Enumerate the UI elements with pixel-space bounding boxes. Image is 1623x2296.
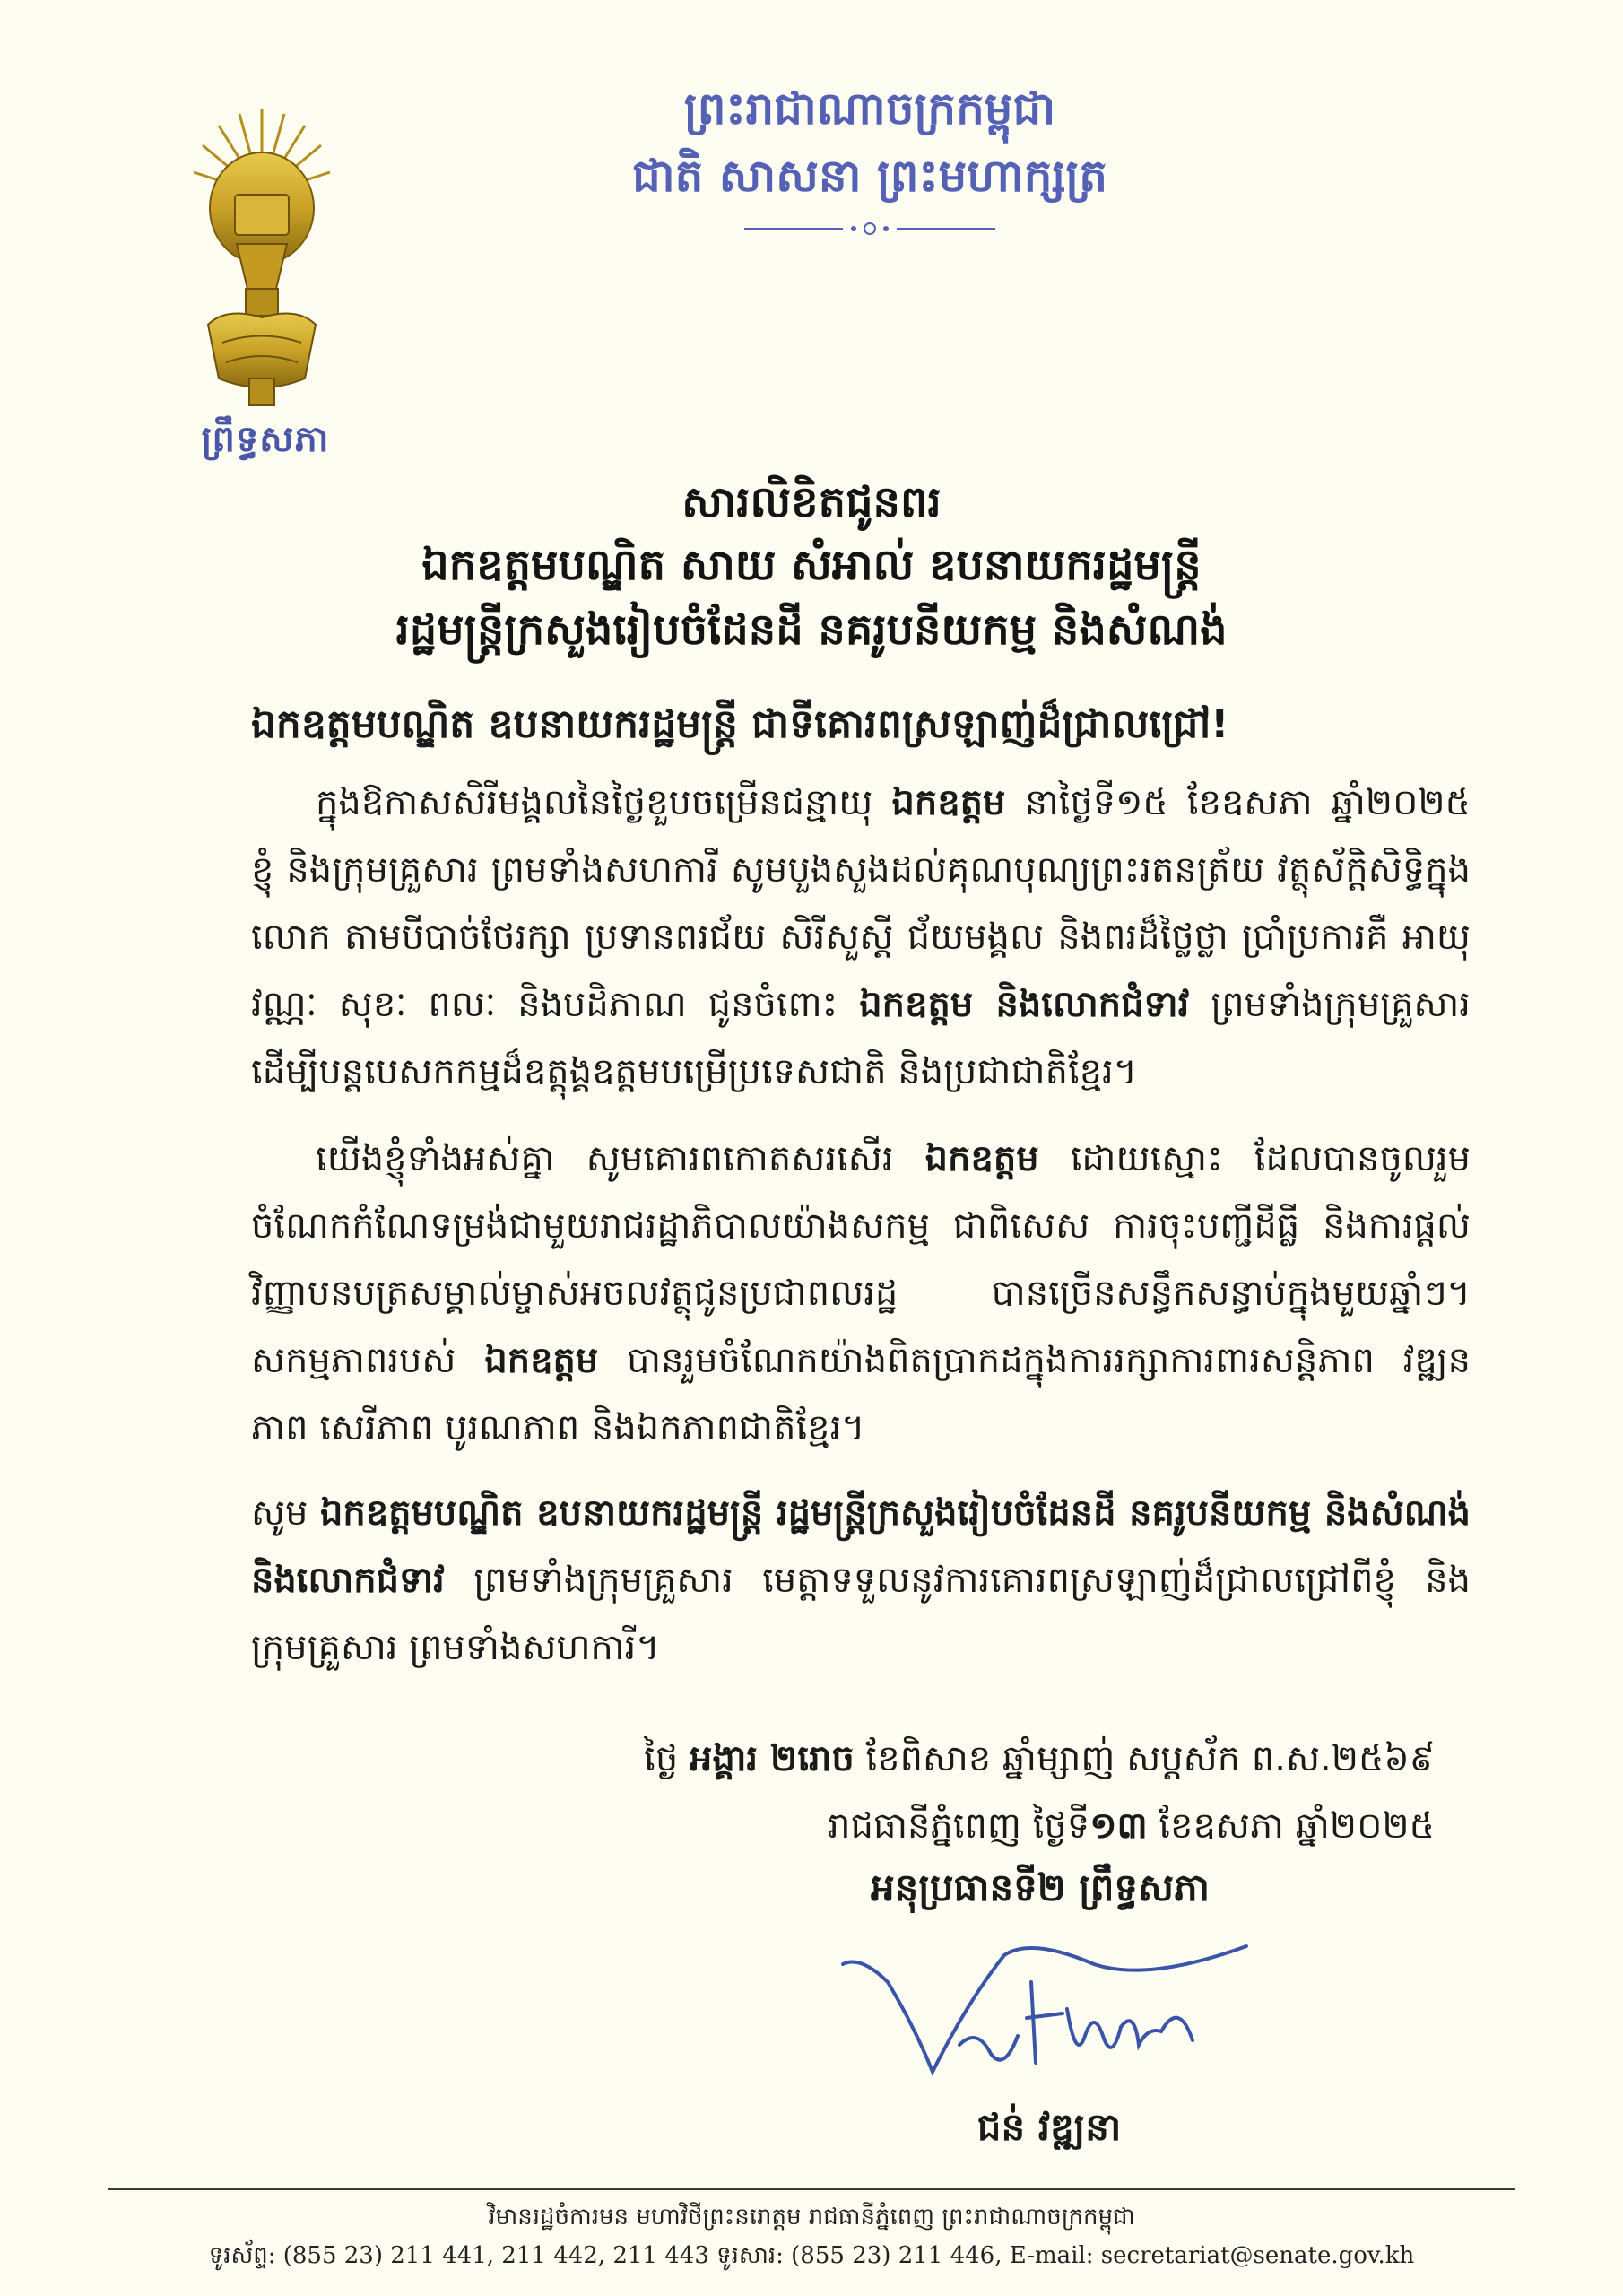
letter-title: សារលិខិតជូនពរ	[681, 477, 942, 527]
text-run-bold: ឯកឧត្តមបណ្ឌិត ឧបនាយករដ្ឋមន្ត្រី រដ្ឋមន្ត្រីក្រសួងរៀបចំដែនដី នគរូបនីយកម្ម និងសំណង់ និងលោកជំទាវ	[251, 1492, 1471, 1601]
salutation: ឯកឧត្តមបណ្ឌិត ឧបនាយករដ្ឋមន្ត្រី ជាទីគោរពស្រឡាញ់ដ៏ជ្រាលជ្រៅ!	[251, 701, 1229, 747]
national-motto-kingdom: ព្រះរាជាណាចក្រកម្ពុជា	[683, 82, 1056, 135]
text-run: សូម	[251, 1492, 320, 1534]
text-run: យើងខ្ញុំទាំងអស់គ្នា សូមគោរពកោតសរសើរ	[316, 1138, 925, 1179]
signer-name: ជន់ វឌ្ឍនា	[976, 2105, 1122, 2149]
footer-address: វិមានរដ្ឋចំការមន មហាវិថីព្រះនរោត្តម រាជធានីភ្នំពេញ ព្រះរាជាណាចក្រកម្ពុជា	[488, 2204, 1135, 2231]
text-run: បានរួមចំណែកយ៉ាងពិតប្រាកដក្នុងការរក្សាការពារសន្តិភាព វឌ្ឍនភាព សេរីភាព បូរណភាព និងឯកភាពជាតិខ្មែរ។	[251, 1340, 1471, 1448]
text-run-bold: ឯកឧត្តម	[891, 782, 1006, 823]
footer-contact: ទូរស័ព្ទ: (855 23) 211 441, 211 442, 211 443 ទូរសារ: (855 23) 211 446, E-mail: secretariat@senate.gov.kh	[208, 2242, 1415, 2269]
text-run: ថ្ងៃ	[644, 1738, 690, 1779]
text-run: ខែពិសាខ ឆ្នាំម្សាញ់ សប្តស័ក ព.ស.២៥៦៩	[854, 1738, 1435, 1779]
text-run: រាជធានីភ្នំពេញ ថ្ងៃទី	[828, 1805, 1090, 1847]
recipient-ministry-line: រដ្ឋមន្ត្រីក្រសួងរៀបចំដែនដី នគរូបនីយកម្ម និងសំណង់	[395, 604, 1228, 655]
lunar-date	[538, 1735, 1435, 1788]
text-run: នាថ្ងៃទី១៥ ខែឧសភា ឆ្នាំ២០២៥ ខ្ញុំ និងក្រុមគ្រួសារ ព្រមទាំងសហការី សូមបួងសួងដល់គុណបុណ្យព្រះរតនត្រ័យ វត្ថុស័ក្តិសិទ្ធិក្នុងលោក តាមបីបាច់ថែរក្សា ប្រទានពរជ័យ សិរីសួស្តី ជ័យមង្គល និងពរដ៏ថ្លៃថ្លា ប្រាំប្រការគឺ អាយុ វណ្ណៈ សុខៈ ពលៈ និងបដិភាណ ជូនចំពោះ	[251, 782, 1471, 1025]
text-run: ព្រមទាំងក្រុមគ្រួសារ ដើម្បីបន្តបេសកកម្មដ៏ឧត្តុង្គឧត្តមបម្រើប្រទេសជាតិ និងប្រជាជាតិខ្មែរ។	[251, 984, 1471, 1092]
national-motto-nation-religion-king: ជាតិ សាសនា ព្រះមហាក្សត្រ	[632, 149, 1107, 202]
text-run: ដោយស្មោះ ដែលបានចូលរួមចំណែកកំណែទម្រង់ជាមួយរាជរដ្ឋាភិបាលយ៉ាងសកម្ម ជាពិសេស ការចុះបញ្ជីដីធ្លី និងការផ្តល់វិញ្ញាបនបត្រសម្គាល់ម្ចាស់អចលវត្ថុជូនប្រជាពលរដ្ឋ បានច្រើនសន្ធឹកសន្ធាប់ក្នុងមួយឆ្នាំៗ។ សកម្មភាពរបស់	[251, 1138, 1471, 1381]
signer-position: អនុប្រធានទី២ ព្រឹទ្ធសភា	[870, 1866, 1211, 1909]
solar-date-place	[538, 1803, 1435, 1856]
divider-ornament-icon	[735, 220, 1004, 238]
text-run-bold: ឯកឧត្តម	[924, 1138, 1039, 1179]
recipient-name-line: ឯកឧត្តមបណ្ឌិត សាយ សំអាល់ ឧបនាយករដ្ឋមន្ត្រី	[421, 540, 1202, 590]
handwritten-signature	[825, 1928, 1327, 2108]
footer-divider	[108, 2188, 1515, 2190]
institution-label: ព្រឹទ្ធសភា	[201, 418, 330, 460]
text-run: ក្នុងឱកាសសិរីមង្គលនៃថ្ងៃខួបចម្រើនជន្មាយុ	[316, 782, 892, 823]
text-run-bold: ១៣	[1089, 1805, 1148, 1847]
senate-crest-icon	[190, 109, 334, 414]
paragraph-praise	[251, 1126, 1471, 1462]
text-run-bold: អង្គារ ២រោច	[689, 1738, 855, 1779]
text-run: ព្រមទាំងក្រុមគ្រួសារ មេត្តាទទួលនូវការគោរពស្រឡាញ់ដ៏ជ្រាលជ្រៅពីខ្ញុំ និងក្រុមគ្រួសារ ព្រមទាំងសហការី។	[251, 1560, 1471, 1668]
paragraph-closing-wish	[251, 1480, 1471, 1682]
text-run-bold: ឯកឧត្តម	[484, 1340, 599, 1381]
text-run: ខែឧសភា ឆ្នាំ២០២៥	[1147, 1805, 1435, 1847]
text-run-bold: ឯកឧត្តម និងលោកជំទាវ	[859, 984, 1190, 1025]
paragraph-blessing	[251, 770, 1471, 1106]
